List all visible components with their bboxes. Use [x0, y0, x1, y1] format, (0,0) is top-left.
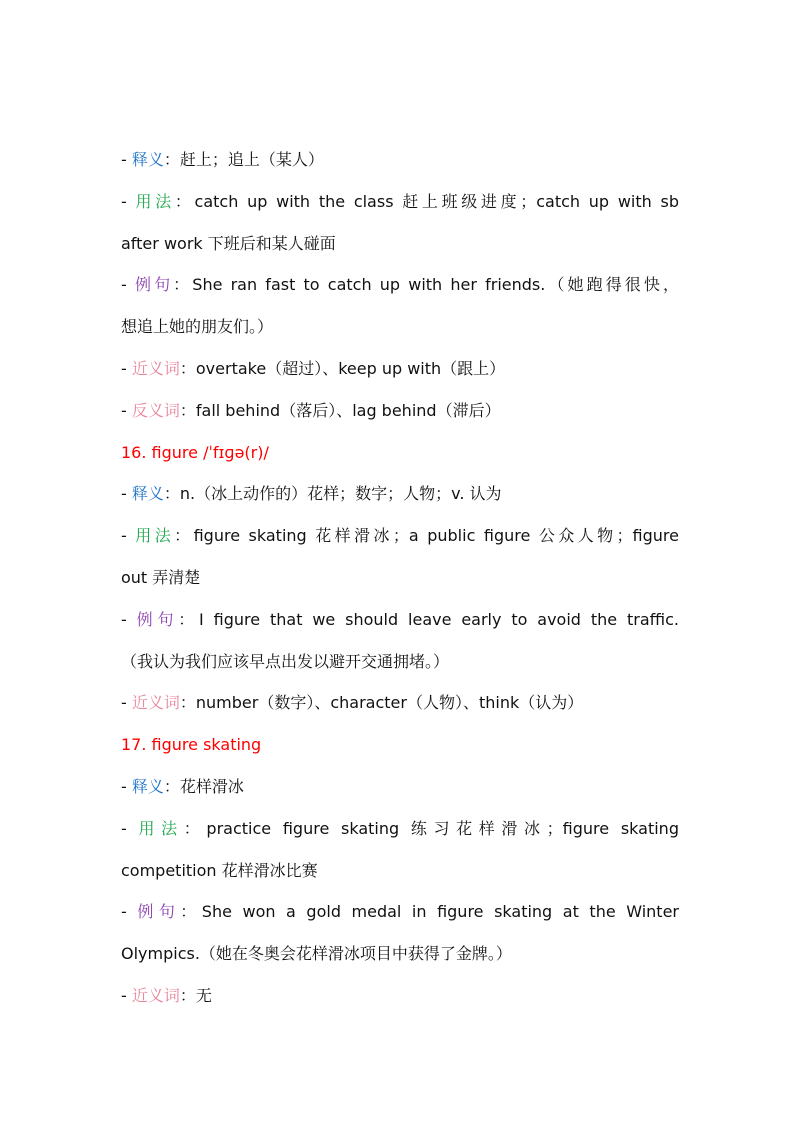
label-colon: ：	[163, 484, 180, 504]
field-label-use: 用法	[135, 526, 175, 546]
line-text: catch up with the class 赶上班级进度；catch up with sb	[194, 191, 679, 211]
field-label-def: 释义	[131, 150, 164, 169]
line-text: figure skating 花样滑冰；a public figure 公众人物；figure	[193, 526, 679, 546]
entry-line	[121, 599, 679, 641]
entry-line	[121, 641, 679, 683]
line-text: number（数字）、character（人物）、think（认为）	[195, 693, 584, 713]
line-text: after work 下班后和某人碰面	[121, 233, 336, 253]
bullet-dash: -	[121, 693, 132, 713]
label-colon: ：	[174, 526, 194, 546]
bullet-dash: -	[121, 150, 132, 169]
line-text: （我认为我们应该早点出发以避开交通拥堵。）	[121, 651, 450, 671]
entry-line	[121, 975, 679, 1017]
label-colon: ：	[179, 985, 196, 1005]
field-label-syn: 近义词	[131, 358, 180, 378]
field-label-ex: 例句	[136, 609, 179, 629]
line-text: 无	[195, 985, 212, 1005]
field-label-syn: 近义词	[131, 693, 180, 713]
entry-line	[121, 390, 679, 432]
vocabulary-content	[121, 139, 679, 1017]
line-text: She ran fast to catch up with her friends.（她跑得很快，	[192, 275, 679, 295]
entry-line	[121, 139, 679, 181]
field-label-def: 释义	[131, 484, 164, 504]
bullet-dash: -	[121, 526, 136, 546]
entry-line	[121, 557, 679, 599]
line-text: n.（冰上动作的）花样；数字；人物；v. 认为	[179, 484, 502, 504]
bullet-dash: -	[121, 275, 135, 295]
bullet-dash: -	[121, 484, 132, 504]
line-text: Olympics.（她在冬奥会花样滑冰项目中获得了金牌。）	[121, 944, 512, 964]
label-colon: ：	[174, 191, 195, 211]
label-colon: ：	[163, 150, 180, 169]
field-label-ex: 例句	[137, 902, 181, 922]
entry-line	[121, 808, 679, 850]
label-colon: ：	[179, 400, 196, 420]
entry-line	[121, 682, 679, 724]
line-text: I figure that we should leave early to avoid the traffic.	[199, 609, 679, 629]
line-text: She won a gold medal in figure skating at the Winter	[201, 902, 679, 922]
field-label-syn: 近义词	[131, 985, 180, 1005]
line-text: out 弄清楚	[121, 567, 201, 587]
bullet-dash: -	[121, 818, 139, 838]
label-colon: ：	[179, 358, 196, 378]
field-label-use: 用法	[135, 191, 175, 211]
line-text: competition 花样滑冰比赛	[121, 860, 318, 880]
label-colon: ：	[178, 609, 200, 629]
line-text: 赶上；追上（某人）	[179, 150, 324, 169]
entry-line	[121, 766, 679, 808]
entry-heading: 17. figure skating	[121, 735, 262, 755]
entry-line	[121, 850, 679, 892]
line-text: overtake（超过）、keep up with（跟上）	[195, 358, 506, 378]
bullet-dash: -	[121, 902, 138, 922]
line-text: practice figure skating 练习花样滑冰；figure skating	[206, 818, 679, 838]
entry-line	[121, 891, 679, 933]
bullet-dash: -	[121, 776, 132, 796]
field-label-def: 释义	[131, 776, 164, 796]
bullet-dash: -	[121, 191, 136, 211]
entry-line	[121, 264, 679, 306]
label-colon: ：	[179, 693, 196, 713]
entry-line	[121, 223, 679, 265]
entry-heading: 16. figure /ˈfɪɡə(r)/	[121, 442, 269, 462]
label-colon: ：	[183, 818, 207, 838]
entry-line	[121, 933, 679, 975]
bullet-dash: -	[121, 400, 132, 420]
field-label-use: 用法	[138, 818, 184, 838]
label-colon: ：	[173, 275, 193, 295]
entry-line	[121, 181, 679, 223]
bullet-dash: -	[121, 358, 132, 378]
entry-line	[121, 348, 679, 390]
bullet-dash: -	[121, 609, 137, 629]
line-text: 花样滑冰	[179, 776, 244, 796]
line-text: 想追上她的朋友们。）	[121, 317, 274, 337]
label-colon: ：	[163, 776, 180, 796]
entry-line	[121, 306, 679, 348]
field-label-ant: 反义词	[131, 400, 180, 420]
label-colon: ：	[180, 902, 202, 922]
bullet-dash: -	[121, 985, 132, 1005]
entry-line	[121, 515, 679, 557]
field-label-ex: 例句	[134, 275, 174, 295]
entry-line	[121, 473, 679, 515]
line-text: fall behind（落后）、lag behind（滞后）	[195, 400, 501, 420]
